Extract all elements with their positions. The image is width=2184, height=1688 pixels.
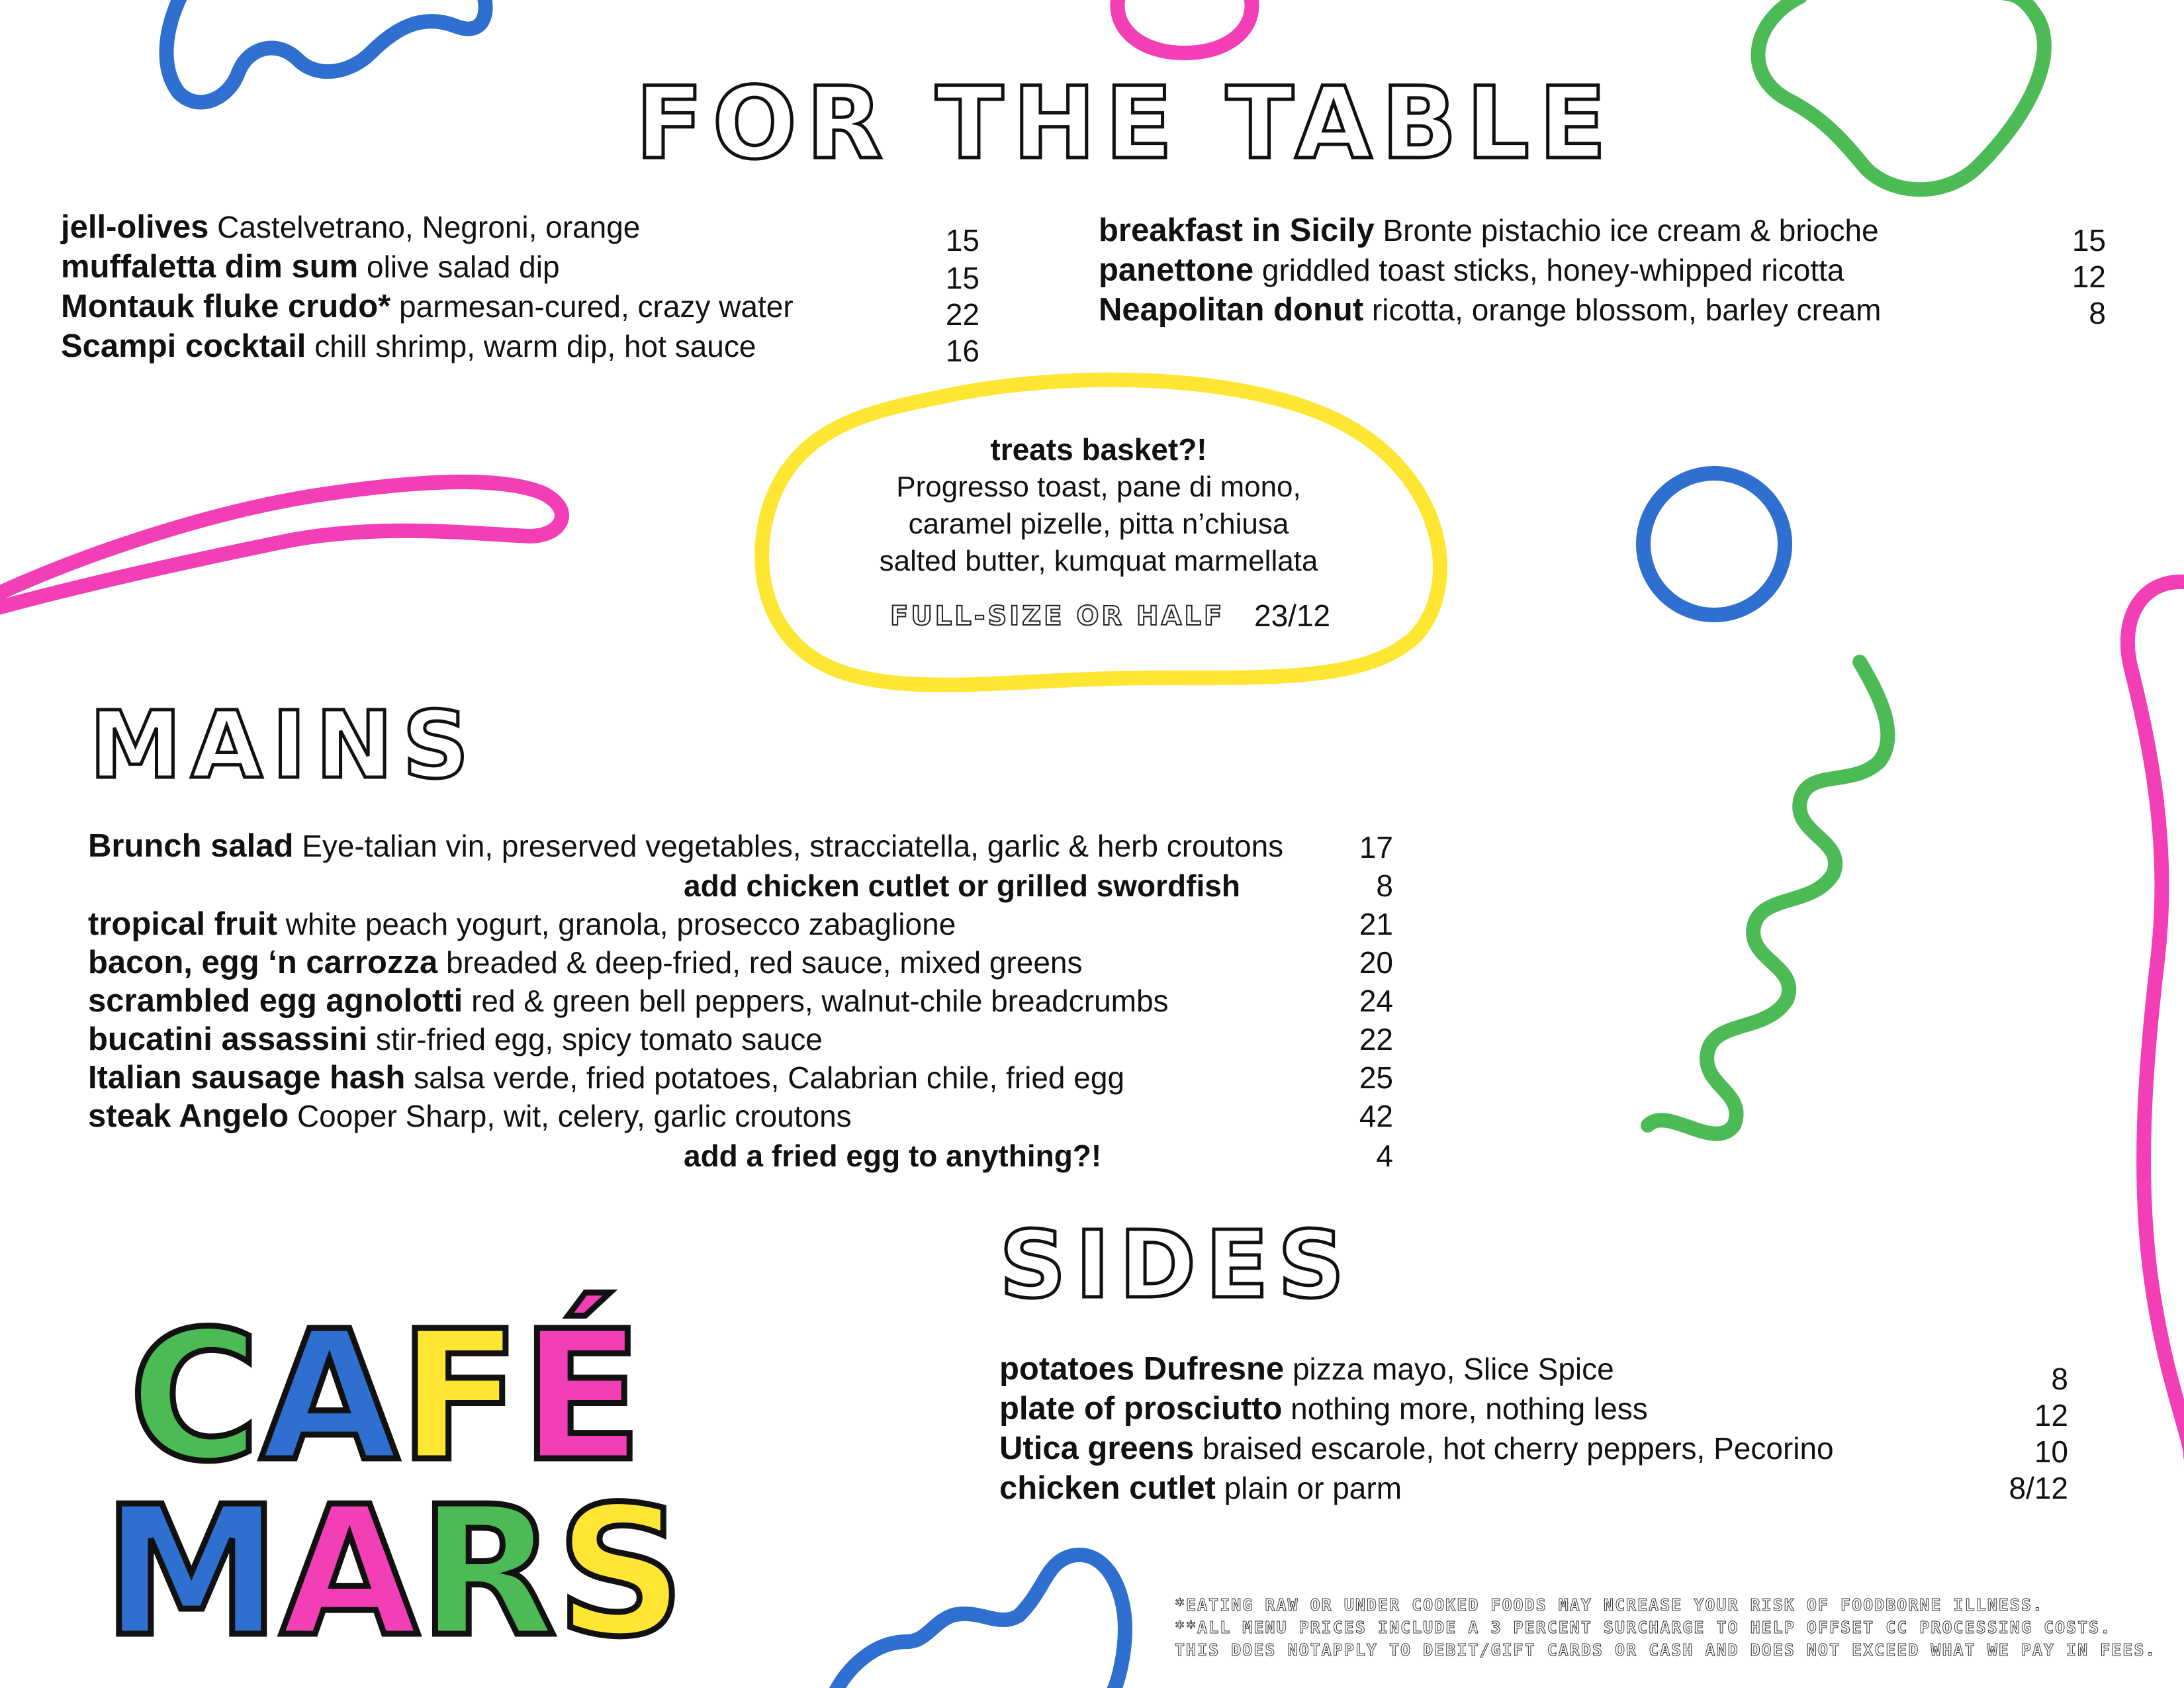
pink-stroke-right xyxy=(2128,582,2184,1456)
treats-size-label: FULL-SIZE OR HALF xyxy=(890,601,1225,632)
logo-letter: F xyxy=(398,1292,521,1501)
item-name: Italian sausage hash xyxy=(88,1060,406,1096)
item-name: Brunch salad xyxy=(88,828,294,864)
item-name: panettone xyxy=(1099,252,1254,288)
item-price: 8 xyxy=(2089,296,2106,330)
item-price: 42 xyxy=(1359,1099,1393,1133)
item-name: jell-olives xyxy=(61,209,209,245)
item-desc: nothing more, nothing less xyxy=(1291,1391,1648,1426)
list-item xyxy=(999,1390,1648,1427)
item-desc: Bronte pistachio ice cream & brioche xyxy=(1383,213,1879,248)
footnote-surcharge-exemption: THIS DOES NOTAPPLY TO DEBIT/GIFT CARDS OR CASH AND DOES NOT EXCEED WHAT WE PAY IN FEES. xyxy=(1175,1640,2157,1660)
item-name: bucatini assassini xyxy=(88,1021,368,1057)
blue-ring-right xyxy=(1643,473,1785,615)
green-blob-top-right xyxy=(1758,0,2044,189)
item-desc: plain or parm xyxy=(1224,1471,1402,1505)
logo-letter: A xyxy=(260,1292,399,1501)
addon-price: 4 xyxy=(1376,1139,1393,1173)
item-name: Neapolitan donut xyxy=(1099,292,1364,328)
section-heading-sides: SIDES xyxy=(999,1211,1354,1319)
item-price: 8/12 xyxy=(2009,1471,2068,1505)
item-name: chicken cutlet xyxy=(999,1470,1216,1506)
list-item xyxy=(61,248,560,285)
footnote-raw-foods: *EATING RAW OR UNDER COOKED FOODS MAY NCREASE YOUR RISK OF FOODBORNE ILLNESS. xyxy=(1175,1595,2044,1615)
green-zigzag xyxy=(1648,662,1888,1134)
logo-letter: A xyxy=(280,1468,419,1676)
list-item xyxy=(88,906,956,943)
addon-chicken: add chicken cutlet or grilled swordfish xyxy=(684,868,1240,903)
list-item xyxy=(88,827,1283,865)
item-desc: pizza mayo, Slice Spice xyxy=(1292,1352,1614,1386)
section-heading-mains: MAINS xyxy=(89,692,478,800)
list-item xyxy=(999,1350,1614,1387)
item-name: Montauk fluke crudo* xyxy=(61,289,391,324)
item-desc: salsa verde, fried potatoes, Calabrian chile, fried egg xyxy=(414,1060,1125,1095)
item-price: 12 xyxy=(2071,259,2106,294)
logo-letter: M xyxy=(103,1468,281,1676)
item-desc: parmesan-cured, crazy water xyxy=(399,289,794,324)
item-price: 15 xyxy=(945,261,979,295)
item-desc: white peach yogurt, granola, prosecco zabaglione xyxy=(285,907,956,941)
list-item xyxy=(88,1021,823,1058)
list-item xyxy=(88,982,1169,1019)
treats-line: caramel pizelle, pitta n’chiusa xyxy=(908,508,1289,540)
list-item xyxy=(61,288,794,325)
item-desc: stir-fried egg, spicy tomato sauce xyxy=(375,1022,823,1056)
footnote-surcharge: **ALL MENU PRICES INCLUDE A 3 PERCENT SURCHARGE TO HELP OFFSET CC PROCESSING COSTS. xyxy=(1175,1618,2112,1637)
item-desc: olive salad dip xyxy=(367,250,560,284)
item-price: 16 xyxy=(945,334,979,368)
item-price: 10 xyxy=(2034,1434,2068,1469)
logo-letter: S xyxy=(556,1468,686,1676)
blue-cloud-bottom xyxy=(834,1555,1125,1688)
item-name: Utica greens xyxy=(999,1430,1195,1466)
pink-stroke-left xyxy=(0,482,562,609)
list-item xyxy=(88,1098,852,1135)
item-price: 15 xyxy=(945,223,979,258)
item-price: 24 xyxy=(1359,984,1393,1018)
list-item xyxy=(61,209,640,246)
list-item xyxy=(1099,212,1879,249)
item-price: 8 xyxy=(2051,1362,2068,1396)
treats-basket xyxy=(794,430,1403,580)
item-name: muffaletta dim sum xyxy=(61,249,359,285)
item-price: 20 xyxy=(1359,945,1393,980)
item-name: plate of prosciutto xyxy=(999,1391,1283,1427)
item-desc: ricotta, orange blossom, barley cream xyxy=(1371,293,1882,327)
list-item xyxy=(999,1470,1402,1507)
item-desc: red & green bell peppers, walnut-chile breadcrumbs xyxy=(471,984,1169,1018)
blue-cloud-top-left xyxy=(166,0,485,102)
item-desc: Cooper Sharp, wit, celery, garlic croutons xyxy=(296,1099,852,1133)
item-price: 21 xyxy=(1359,907,1393,941)
list-item xyxy=(88,944,1082,981)
item-name: steak Angelo xyxy=(88,1098,289,1134)
item-desc: braised escarole, hot cherry peppers, Pecorino xyxy=(1202,1431,1834,1466)
treats-price: 23/12 xyxy=(1254,598,1331,633)
logo-line-mars xyxy=(103,1468,686,1676)
item-name: potatoes Dufresne xyxy=(999,1351,1285,1387)
item-name: breakfast in Sicily xyxy=(1099,212,1375,248)
section-heading-for-the-table: FOR THE TABLE xyxy=(635,66,1616,181)
item-price: 22 xyxy=(945,297,979,332)
item-desc: Castelvetrano, Negroni, orange xyxy=(217,210,641,244)
list-item xyxy=(999,1430,1834,1467)
item-name: tropical fruit xyxy=(88,906,277,942)
treats-line: salted butter, kumquat marmellata xyxy=(879,545,1318,577)
pink-arc-top xyxy=(1117,0,1251,53)
logo-letter: R xyxy=(418,1468,557,1676)
item-price: 22 xyxy=(1359,1022,1393,1056)
item-price: 12 xyxy=(2034,1398,2068,1432)
logo-line-cafe xyxy=(129,1292,643,1501)
item-name: Scampi cocktail xyxy=(61,328,306,364)
list-item xyxy=(1099,252,1844,289)
list-item xyxy=(88,1059,1124,1096)
item-price: 17 xyxy=(1359,830,1393,865)
treats-title: treats basket?! xyxy=(990,432,1207,467)
logo-letter: C xyxy=(129,1292,261,1501)
treats-line: Progresso toast, pane di mono, xyxy=(896,471,1301,503)
item-desc: chill shrimp, warm dip, hot sauce xyxy=(314,329,756,363)
item-desc: griddled toast sticks, honey-whipped ricotta xyxy=(1261,253,1844,287)
addon-price: 8 xyxy=(1376,868,1393,903)
item-desc: Eye-talian vin, preserved vegetables, stracciatella, garlic & herb croutons xyxy=(302,829,1284,863)
item-desc: breaded & deep-fried, red sauce, mixed greens xyxy=(446,945,1083,980)
addon-egg: add a fried egg to anything?! xyxy=(684,1139,1102,1173)
item-name: scrambled egg agnolotti xyxy=(88,983,463,1019)
list-item xyxy=(1099,291,1881,328)
item-name: bacon, egg ‘n carrozza xyxy=(88,945,438,980)
list-item xyxy=(61,328,756,365)
item-price: 25 xyxy=(1359,1060,1393,1095)
item-price: 15 xyxy=(2071,223,2106,258)
logo-letter: É xyxy=(520,1292,643,1501)
